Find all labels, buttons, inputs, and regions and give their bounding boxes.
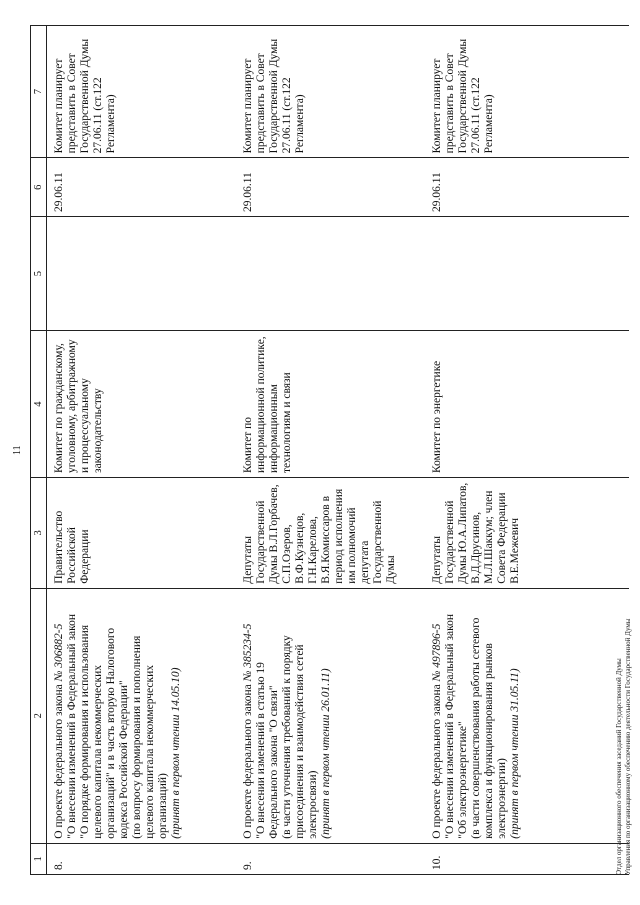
col-5-cell	[47, 217, 237, 331]
bill-title-line: "О внесении изменений в Федеральный закон	[444, 613, 456, 839]
initiator: Правительство Российской Федерации	[47, 477, 237, 588]
first-reading-note: (принят в первом чтении 26.01.11)	[320, 668, 332, 839]
bill-title	[47, 588, 237, 843]
table-row	[425, 26, 629, 875]
header-col-4: 4	[31, 331, 47, 478]
committee: Комитет по энергетике	[425, 331, 629, 478]
bill-title-line: целевого капитала некоммерческих	[144, 665, 156, 839]
bill-title-line: целевого капитала некоммерческих	[92, 665, 104, 839]
bill-title-line: комплекса и функционирования рынков	[483, 643, 495, 839]
bill-title-line: организаций)	[157, 773, 169, 839]
bill-title-line: кодекса Российской Федерации"	[118, 680, 130, 839]
col-5-cell	[425, 217, 629, 331]
header-col-7: 7	[31, 26, 47, 158]
header-col-6: 6	[31, 158, 47, 217]
date: 29.06.11	[236, 158, 425, 217]
bill-title-line: "О внесении изменений в статью 19	[255, 662, 267, 839]
bills-table	[30, 25, 629, 875]
first-reading-note: (принят в первом чтении 14.05.10)	[170, 667, 182, 839]
bill-title-line: присоединения и взаимодействия сетей	[294, 644, 306, 839]
bill-title-line: "О порядке формирования и использования	[79, 624, 91, 839]
header-col-5: 5	[31, 217, 47, 331]
row-number: 9.	[236, 843, 425, 874]
bill-title	[236, 588, 425, 843]
header-col-1: 1	[31, 843, 47, 874]
bill-title-line: (в части уточнения требований к порядку	[281, 635, 293, 839]
page-number: 11	[12, 445, 23, 455]
initiator: Депутаты Государственной Думы Ю.А.Липатов, В.Д.Друсинов, М.Л.Шаккум; член Совета Федерации В.Е.Межевич	[425, 477, 629, 588]
bill-title-line: организаций" и в часть вторую Налогового	[105, 627, 117, 839]
bill-number: № 497896-5	[431, 623, 443, 682]
bill-title-line: О проекте федерального закона № 306882-5	[53, 623, 65, 839]
table-row	[236, 26, 425, 875]
footer-line: Отдел организационного обеспечения заседаний Государственной Думы	[615, 658, 623, 875]
bill-title-line: О проекте федерального закона № 497896-5	[431, 623, 443, 839]
note: Комитет планирует представить в Совет Государственной Думы 27.06.11 (ст.122 Регламента)	[236, 26, 425, 158]
initiator: Депутаты Государственной Думы В.Л.Горбачев, С.П.Озеров, В.Ф.Кузнецов, Г.Н.Карелова, В.Я.Комиссаров в период исполнения им полномочий депутата Государственной Думы	[236, 477, 425, 588]
footer-line: Управления по организационному обеспечению деятельности Государственной Думы	[624, 618, 632, 875]
bill-title-line: О проекте федерального закона № 385234-5	[242, 623, 254, 839]
first-reading-note: (принят в первом чтении 31.05.11)	[509, 668, 521, 839]
note: Комитет планирует представить в Совет Государственной Думы 27.06.11 (ст.122 Регламента)	[425, 26, 629, 158]
bill-title-line: электросвязи)	[307, 770, 319, 839]
date: 29.06.11	[47, 158, 237, 217]
bill-number: № 306882-5	[53, 623, 65, 682]
row-number: 8.	[47, 843, 237, 874]
date: 29.06.11	[425, 158, 629, 217]
bill-title-line: "О внесении изменений в Федеральный закон	[66, 613, 78, 839]
footer	[615, 619, 633, 875]
bill-title-line: Федерального закона "О связи"	[268, 685, 280, 839]
header-col-3: 3	[31, 477, 47, 588]
bill-number: № 385234-5	[242, 623, 254, 682]
bill-title-line: электроэнергии)	[496, 758, 508, 839]
bill-title-line: (по вопросу формирования и пополнения	[131, 635, 143, 839]
bill-title-line: (в части совершенствования работы сетевого	[470, 617, 482, 839]
header-col-2: 2	[31, 588, 47, 843]
col-5-cell	[236, 217, 425, 331]
table-row	[47, 26, 237, 875]
row-number: 10.	[425, 843, 629, 874]
header-row	[31, 26, 47, 875]
committee: Комитет по гражданскому, уголовному, арбитражному и процессуальному законодательству	[47, 331, 237, 478]
bill-title	[425, 588, 629, 843]
note: Комитет планирует представить в Совет Государственной Думы 27.06.11 (ст.122 Регламента)	[47, 26, 237, 158]
committee: Комитет по информационной политике, информационным технологиям и связи	[236, 331, 425, 478]
bill-title-line: "Об электроэнергетике"	[457, 721, 469, 839]
